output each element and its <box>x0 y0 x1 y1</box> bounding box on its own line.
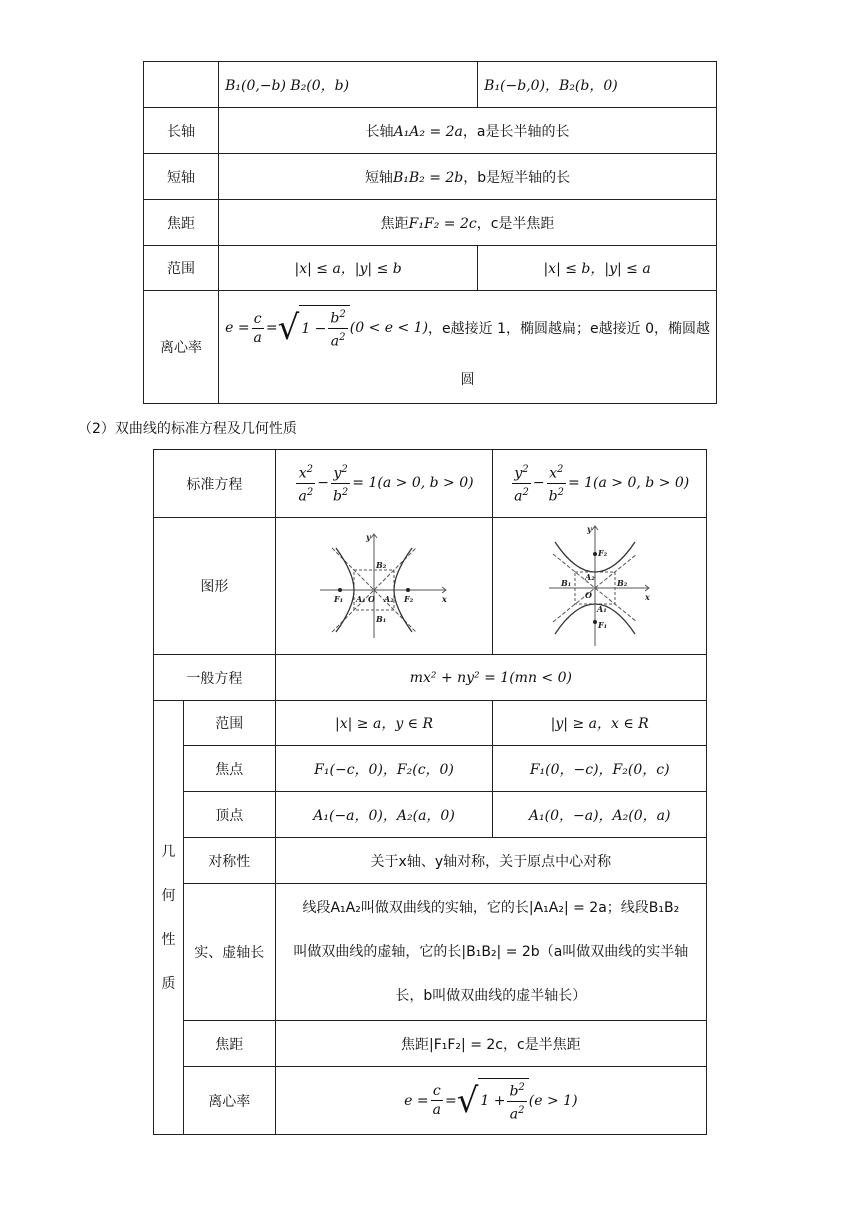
ellipse-properties-table <box>143 61 717 404</box>
svg-text:B₁: B₁ <box>560 578 571 588</box>
standard-eq-horizontal: $\frac{x^2}{a^2}$ − $\frac{y^2}{b^2}$ = 1(a > 0, b > 0) <box>275 450 493 518</box>
svg-text:y: y <box>586 524 592 534</box>
table-row <box>144 200 717 246</box>
row-label: 一般方程 <box>154 655 276 701</box>
general-equation: mx² + ny² = 1(mn < 0) <box>275 655 706 701</box>
row-label: 离心率 <box>183 1067 275 1135</box>
figure-horizontal-cell <box>275 518 493 655</box>
hyperbola-horizontal-figure <box>314 528 454 644</box>
axes-length-text: 线段A₁A₂叫做双曲线的实轴，它的长|A₁A₂| = 2a；线段B₁B₂ 叫做双曲线的虚轴，它的长|B₁B₂| = 2b（a叫做双曲线的实半轴 长，b叫做双曲线的虚半轴长） <box>275 884 706 1021</box>
svg-text:x: x <box>442 594 447 604</box>
range-vertical: |x| ≤ b，|y| ≤ a <box>478 246 717 291</box>
svg-text:y: y <box>366 532 371 542</box>
svg-text:A₂: A₂ <box>584 572 595 582</box>
table-row <box>154 518 707 655</box>
table-row <box>154 1067 707 1135</box>
range-horizontal: |x| ≤ a，|y| ≤ b <box>219 246 478 291</box>
foci-horizontal: F₁(−c，0)，F₂(c，0) <box>275 746 493 792</box>
foci-vertical: F₁(0，−c)，F₂(0，c) <box>493 746 707 792</box>
row-label: 离心率 <box>144 291 219 404</box>
symmetry-text: 关于x轴、y轴对称，关于原点中心对称 <box>275 838 706 884</box>
svg-text:A₁: A₁ <box>596 604 607 614</box>
table-row <box>144 291 717 404</box>
group-label-geometric-properties: 几 何 性 质 <box>154 701 184 1135</box>
vertex-b-vertical: B₁(0,−b) B₂(0，b) <box>219 62 478 108</box>
svg-text:O: O <box>368 594 375 604</box>
svg-text:B₂: B₂ <box>616 578 627 588</box>
table-row <box>154 701 707 746</box>
row-label: 范围 <box>183 701 275 746</box>
table-row <box>144 246 717 291</box>
standard-eq-vertical: $\frac{y^2}{a^2}$ − $\frac{x^2}{b^2}$ = 1(a > 0, b > 0) <box>493 450 707 518</box>
svg-text:B₁: B₁ <box>376 614 387 624</box>
row-label: 焦点 <box>183 746 275 792</box>
figure-vertical-cell <box>493 518 707 655</box>
row-label: 短轴 <box>144 154 219 200</box>
table-row <box>154 884 707 1021</box>
row-label: 长轴 <box>144 108 219 154</box>
section-caption: （2）双曲线的标准方程及几何性质 <box>78 421 297 437</box>
svg-text:B₂: B₂ <box>376 560 387 570</box>
row-label: 对称性 <box>183 838 275 884</box>
table-row <box>154 655 707 701</box>
range-vertical: |y| ≥ a，x ∈ R <box>493 701 707 746</box>
row-label: 实、虚轴长 <box>183 884 275 1021</box>
range-horizontal: |x| ≥ a，y ∈ R <box>275 701 493 746</box>
table-row <box>144 62 717 108</box>
row-label: 标准方程 <box>154 450 276 518</box>
table-row <box>144 154 717 200</box>
svg-text:F₂: F₂ <box>597 548 607 558</box>
table-row <box>154 792 707 838</box>
eccentricity-cell: e = $\frac{c}{a}$ = √ 1 − $\frac{b^2}{a^2}$ (0 < e < 1) ，e越接近 1，椭圆越扁；e越接近 0，椭圆越 圆 <box>219 291 717 404</box>
row-label: 焦距 <box>183 1021 275 1067</box>
minor-axis-cell: 短轴B₁B₂ = 2b，b是短半轴的长 <box>219 154 717 200</box>
svg-text:F₁: F₁ <box>597 620 607 630</box>
focal-distance-text: 焦距|F₁F₂| = 2c，c是半焦距 <box>275 1021 706 1067</box>
eccentricity-formula: e = $\frac{c}{a}$ = √ 1 + $\frac{b^2}{a^2}$ (e > 1) <box>275 1067 706 1135</box>
table-row <box>154 838 707 884</box>
vertex-b-horizontal: B₁(−b,0)，B₂(b，0) <box>478 62 717 108</box>
table-row <box>154 746 707 792</box>
svg-text:A₂: A₂ <box>384 594 394 604</box>
row-label: 顶点 <box>183 792 275 838</box>
hyperbola-properties-table <box>153 449 707 1135</box>
svg-text:F₁: F₁ <box>334 594 344 604</box>
table-row <box>144 108 717 154</box>
svg-text:x: x <box>644 592 650 602</box>
major-axis-cell: 长轴A₁A₂ = 2a，a是长半轴的长 <box>219 108 717 154</box>
svg-text:O: O <box>584 590 592 600</box>
hyperbola-vertical-figure <box>545 522 655 650</box>
vertex-horizontal: A₁(−a，0)，A₂(a，0) <box>275 792 493 838</box>
row-label: 焦距 <box>144 200 219 246</box>
vertex-vertical: A₁(0，−a)，A₂(0，a) <box>493 792 707 838</box>
row-label: 范围 <box>144 246 219 291</box>
svg-text:A₁: A₁ <box>356 594 366 604</box>
row-label: 图形 <box>154 518 276 655</box>
table-row <box>154 450 707 518</box>
svg-text:F₂: F₂ <box>404 594 414 604</box>
table-row <box>154 1021 707 1067</box>
focal-distance-cell: 焦距F₁F₂ = 2c，c是半焦距 <box>219 200 717 246</box>
